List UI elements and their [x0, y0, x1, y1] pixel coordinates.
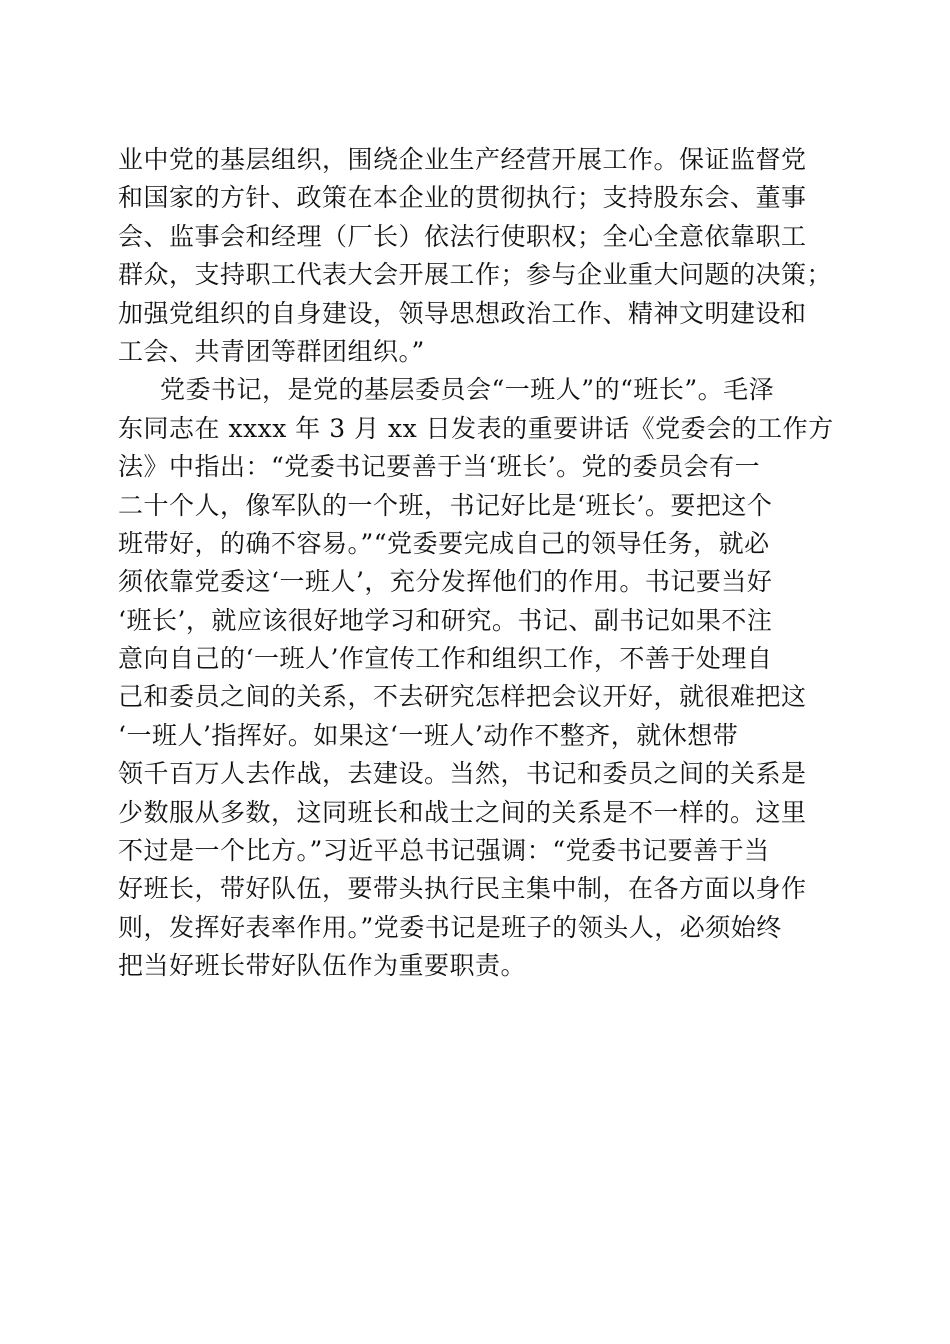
- paragraph-line: 不过是一个比方。”习近平总书记强调：“党委书记要善于当: [118, 836, 770, 866]
- paragraph-line: 业中党的基层组织，围绕企业生产经营开展工作。保证监督党: [118, 145, 807, 174]
- paragraph-line: 好班长，带好队伍，要带头执行民主集中制，在各方面以身作: [118, 874, 807, 904]
- paragraph-line: 意向自己的‘一班人’作宣传工作和组织工作，不善于处理自: [118, 644, 773, 674]
- paragraph-line: ‘一班人’指挥好。如果这‘一班人’动作不整齐，就休想带: [118, 720, 739, 750]
- paragraph-line: 党委书记，是党的基层委员会“一班人”的“班长”。毛泽: [160, 375, 775, 405]
- paragraph-line: 法》中指出：“党委书记要善于当‘班长’。党的委员会有一: [118, 452, 761, 482]
- paragraph-line: 领千百万人去作战，去建设。当然，书记和委员之间的关系是: [118, 759, 807, 789]
- paragraph-line: 加强党组织的自身建设，领导思想政治工作、精神文明建设和: [118, 298, 807, 328]
- paragraph-1: [118, 141, 838, 371]
- paragraph-line: 和国家的方针、政策在本企业的贯彻执行；支持股东会、董事: [118, 183, 807, 213]
- paragraph-line: 则，发挥好表率作用。”党委书记是班子的领头人，必须始终: [118, 912, 782, 942]
- paragraph-line: 群众，支持职工代表大会开展工作；参与企业重大问题的决策；: [118, 260, 833, 290]
- paragraph-line: 把当好班长带好队伍作为重要职责。: [118, 951, 527, 981]
- paragraph-line: ‘班长’，就应该很好地学习和研究。书记、副书记如果不注: [118, 605, 773, 635]
- paragraph-2: [118, 371, 838, 985]
- paragraph-line: 二十个人，像军队的一个班，书记好比是‘班长’。要把这个: [118, 490, 773, 520]
- paragraph-line: 东同志在 xxxx 年 3 月 xx 日发表的重要讲话《党委会的工作方: [118, 413, 834, 443]
- paragraph-line: 会、监事会和经理（厂长）依法行使职权；全心全意依靠职工: [118, 221, 807, 251]
- body-text: [118, 141, 838, 986]
- paragraph-line: 己和委员之间的关系，不去研究怎样把会议开好，就很难把这: [118, 682, 807, 712]
- paragraph-line: 班带好，的确不容易。”“党委要完成自己的领导任务，就必: [118, 528, 770, 558]
- paragraph-line: 须依靠党委这‘一班人’，充分发挥他们的作用。书记要当好: [118, 567, 773, 597]
- paragraph-line: 工会、共青团等群团组织。”: [118, 336, 425, 366]
- paragraph-line: 少数服从多数，这同班长和战士之间的关系是不一样的。这里: [118, 797, 807, 827]
